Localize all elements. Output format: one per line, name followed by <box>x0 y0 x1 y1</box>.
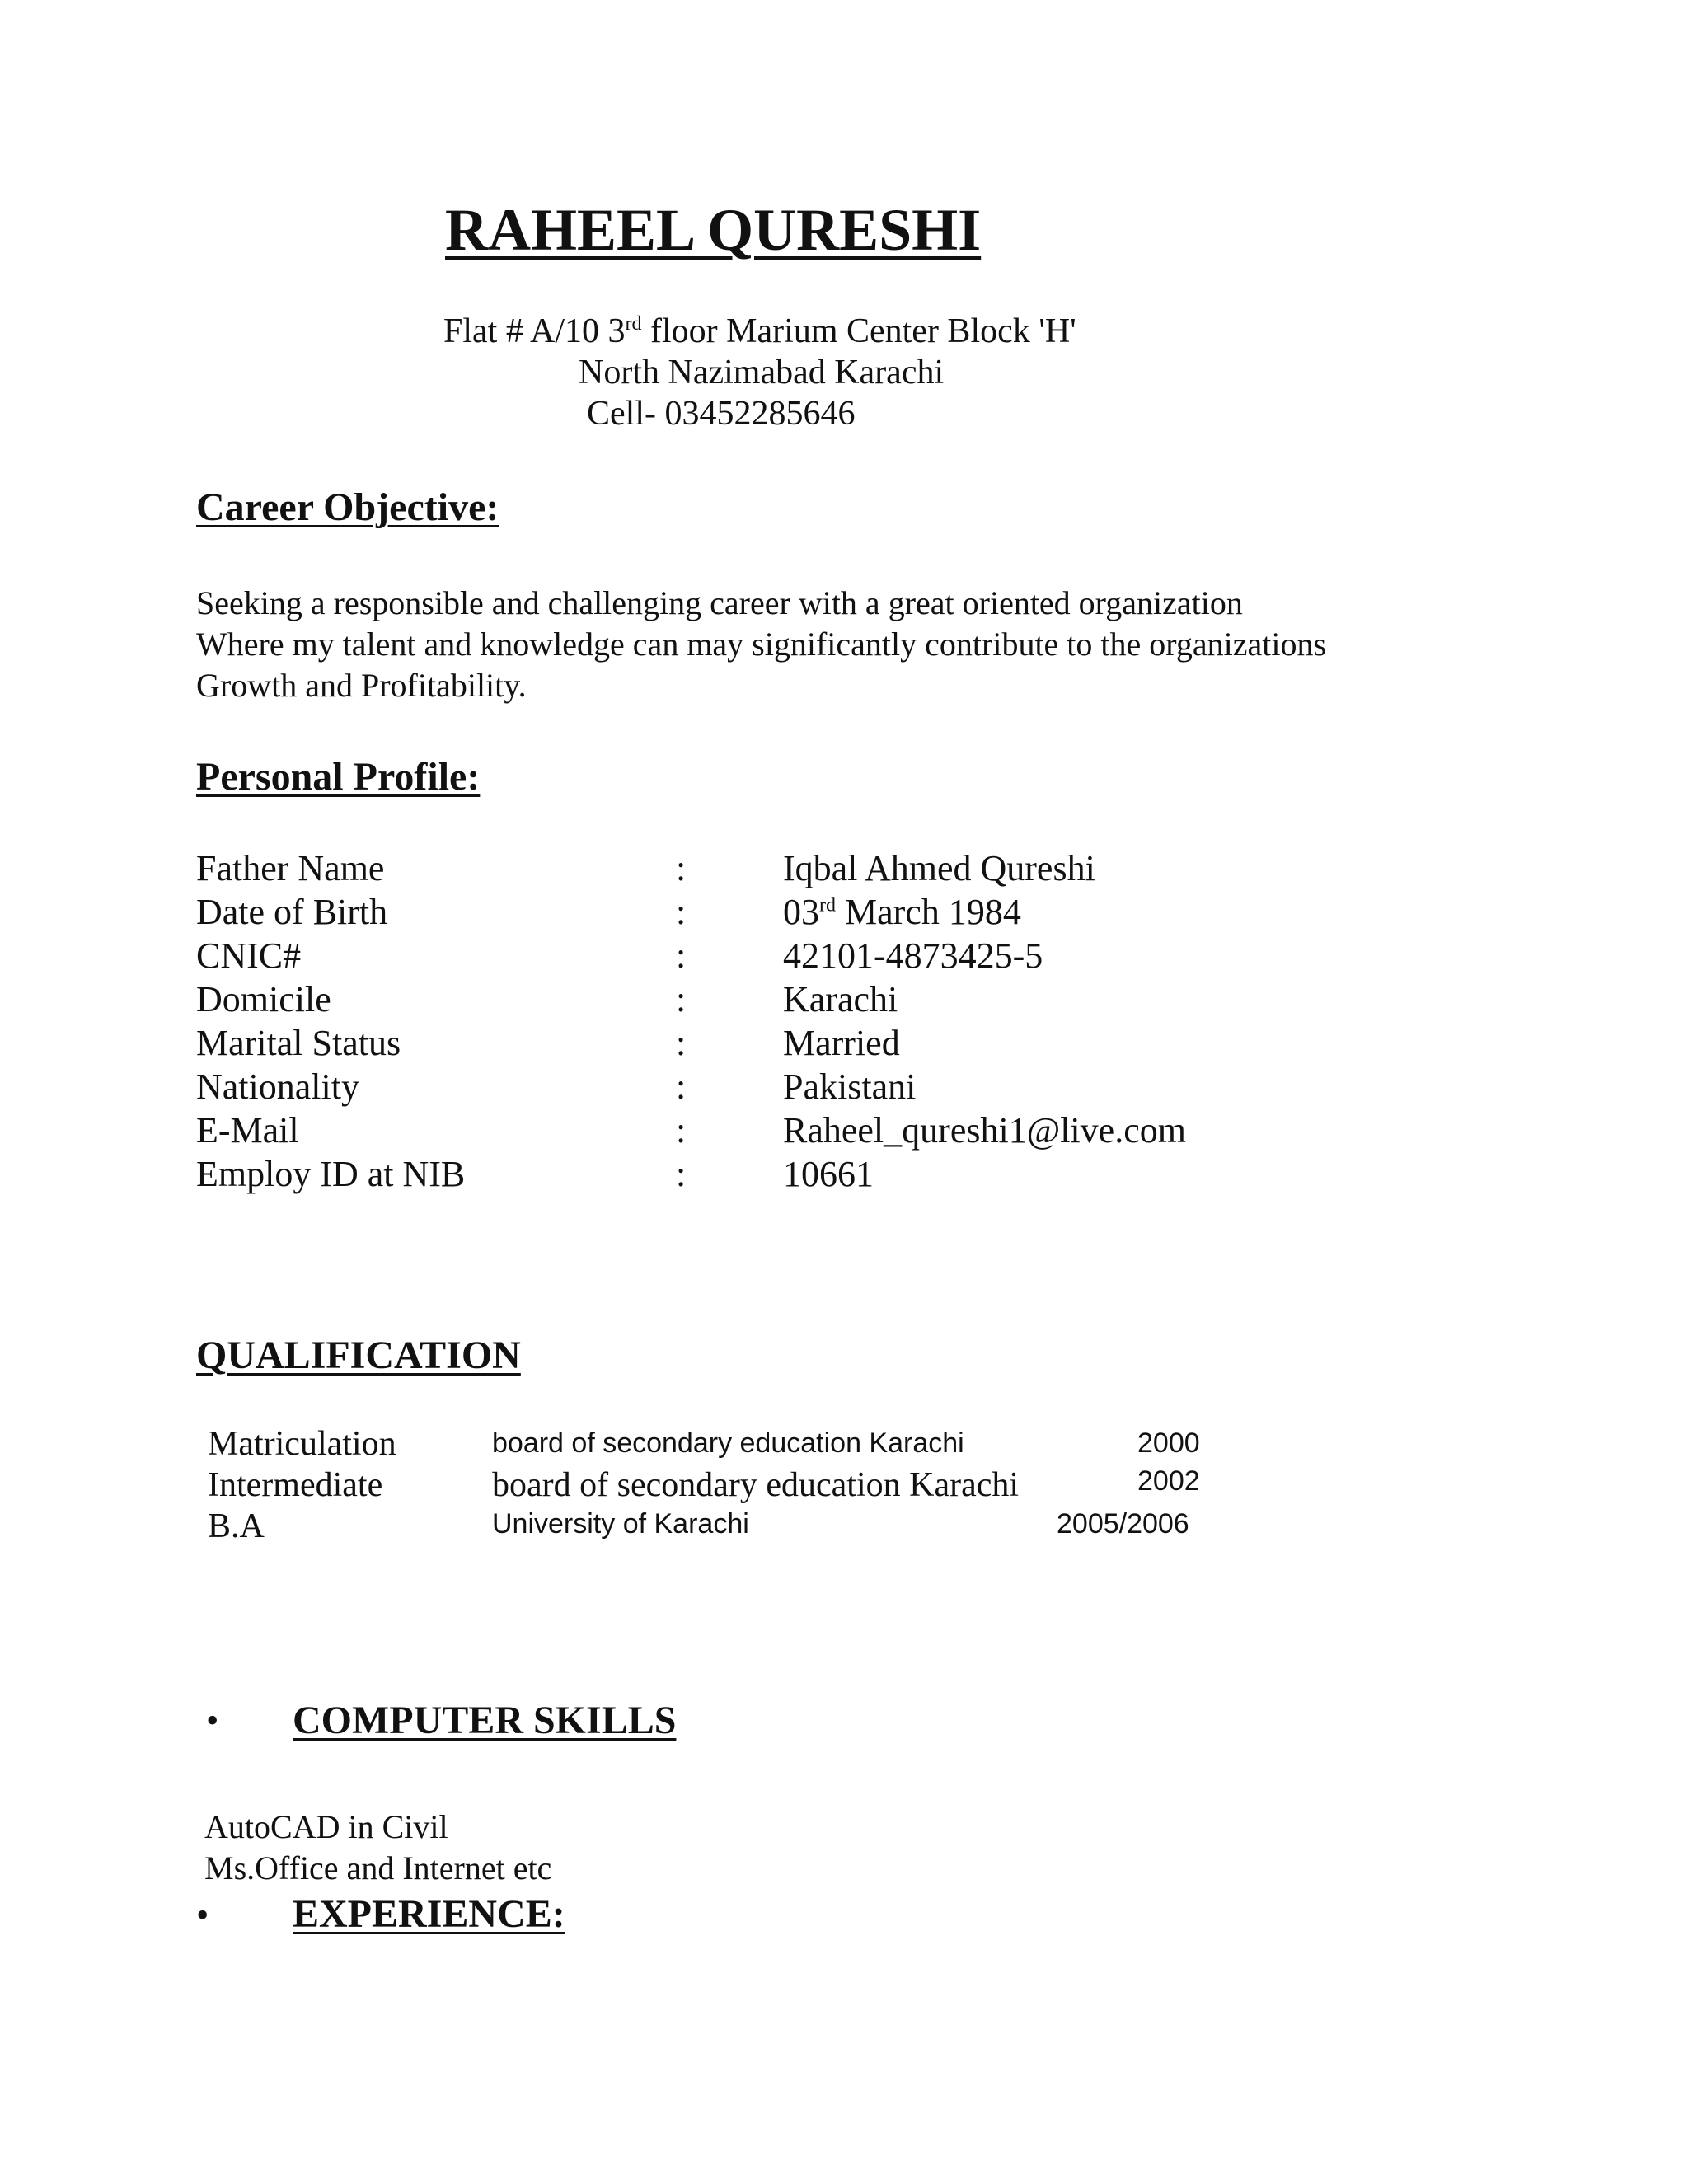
qualification-row <box>208 1465 1238 1507</box>
address-line-1 <box>443 312 1076 351</box>
profile-row-father-name <box>196 847 1350 892</box>
qualification-institution: board of secondary education Karachi <box>492 1466 1020 1504</box>
profile-label: Nationality <box>196 1066 359 1107</box>
profile-row-nationality <box>196 1066 1350 1110</box>
qualification-row <box>208 1507 1238 1548</box>
dob-ordinal-suffix: rd <box>819 894 836 916</box>
profile-separator: : <box>676 1110 687 1151</box>
qualification-degree: Matriculation <box>208 1425 396 1463</box>
profile-separator: : <box>676 848 687 888</box>
profile-label: CNIC# <box>196 935 302 976</box>
qualification-heading: QUALIFICATION <box>196 1333 521 1377</box>
career-objective-heading: Career Objective: <box>196 485 499 529</box>
profile-separator: : <box>676 1023 687 1063</box>
career-objective-line-1: Seeking a responsible and challenging career with a great oriented organization <box>196 584 1243 621</box>
skill-item: Ms.Office and Internet etc <box>204 1849 552 1886</box>
profile-label: E-Mail <box>196 1110 299 1151</box>
dob-day: 03 <box>783 892 819 932</box>
profile-row-cnic <box>196 935 1350 979</box>
profile-separator: : <box>676 979 687 1019</box>
computer-skills-heading: COMPUTER SKILLS <box>293 1699 677 1742</box>
profile-row-date-of-birth <box>196 891 1350 935</box>
skill-item: AutoCAD in Civil <box>204 1808 448 1845</box>
profile-value: Raheel_qureshi1@live.com <box>783 1110 1186 1151</box>
address-ordinal-suffix: rd <box>625 313 642 335</box>
address-line-1-start: Flat # A/10 3 <box>443 312 626 350</box>
profile-separator: : <box>676 1154 687 1194</box>
qualification-degree: Intermediate <box>208 1466 383 1504</box>
profile-value: Iqbal Ahmed Qureshi <box>783 848 1095 888</box>
profile-label: Domicile <box>196 979 331 1019</box>
address-line-2: North Nazimabad Karachi <box>579 354 945 391</box>
profile-label: Date of Birth <box>196 892 388 932</box>
profile-value: Karachi <box>783 979 898 1019</box>
profile-label: Marital Status <box>196 1023 401 1063</box>
qualification-year: 2000 <box>1137 1427 1200 1459</box>
qualification-year: 2005/2006 <box>1057 1508 1189 1540</box>
qualification-row <box>208 1424 1238 1465</box>
career-objective-line-2: Where my talent and knowledge can may significantly contribute to the organizations <box>196 626 1327 663</box>
profile-value: Married <box>783 1023 900 1063</box>
profile-value <box>783 891 1021 933</box>
resume-name: RAHEEL QURESHI <box>445 197 982 263</box>
bullet-icon: • <box>196 1895 209 1935</box>
profile-row-email <box>196 1109 1350 1154</box>
profile-row-employ-id <box>196 1153 1350 1197</box>
qualification-institution: University of Karachi <box>492 1508 749 1540</box>
profile-separator: : <box>676 892 687 932</box>
address-line-1-end: floor Marium Center Block 'H' <box>641 312 1076 350</box>
profile-row-domicile <box>196 978 1350 1023</box>
dob-month-year: March 1984 <box>836 892 1021 932</box>
personal-profile-heading: Personal Profile: <box>196 755 481 799</box>
career-objective-line-3: Growth and Profitability. <box>196 667 527 704</box>
profile-separator: : <box>676 935 687 976</box>
qualification-degree: B.A <box>208 1507 265 1545</box>
qualification-institution: board of secondary education Karachi <box>492 1427 964 1459</box>
profile-value: Pakistani <box>783 1066 917 1107</box>
experience-heading: EXPERIENCE: <box>293 1892 565 1936</box>
profile-value: 42101-4873425-5 <box>783 935 1043 976</box>
profile-row-marital-status <box>196 1022 1350 1066</box>
profile-value: 10661 <box>783 1154 874 1194</box>
cell-number: Cell- 03452285646 <box>587 395 856 433</box>
qualification-year: 2002 <box>1137 1465 1200 1497</box>
profile-label: Father Name <box>196 848 385 888</box>
profile-separator: : <box>676 1066 687 1107</box>
profile-label: Employ ID at NIB <box>196 1154 466 1194</box>
bullet-icon: • <box>206 1700 219 1741</box>
